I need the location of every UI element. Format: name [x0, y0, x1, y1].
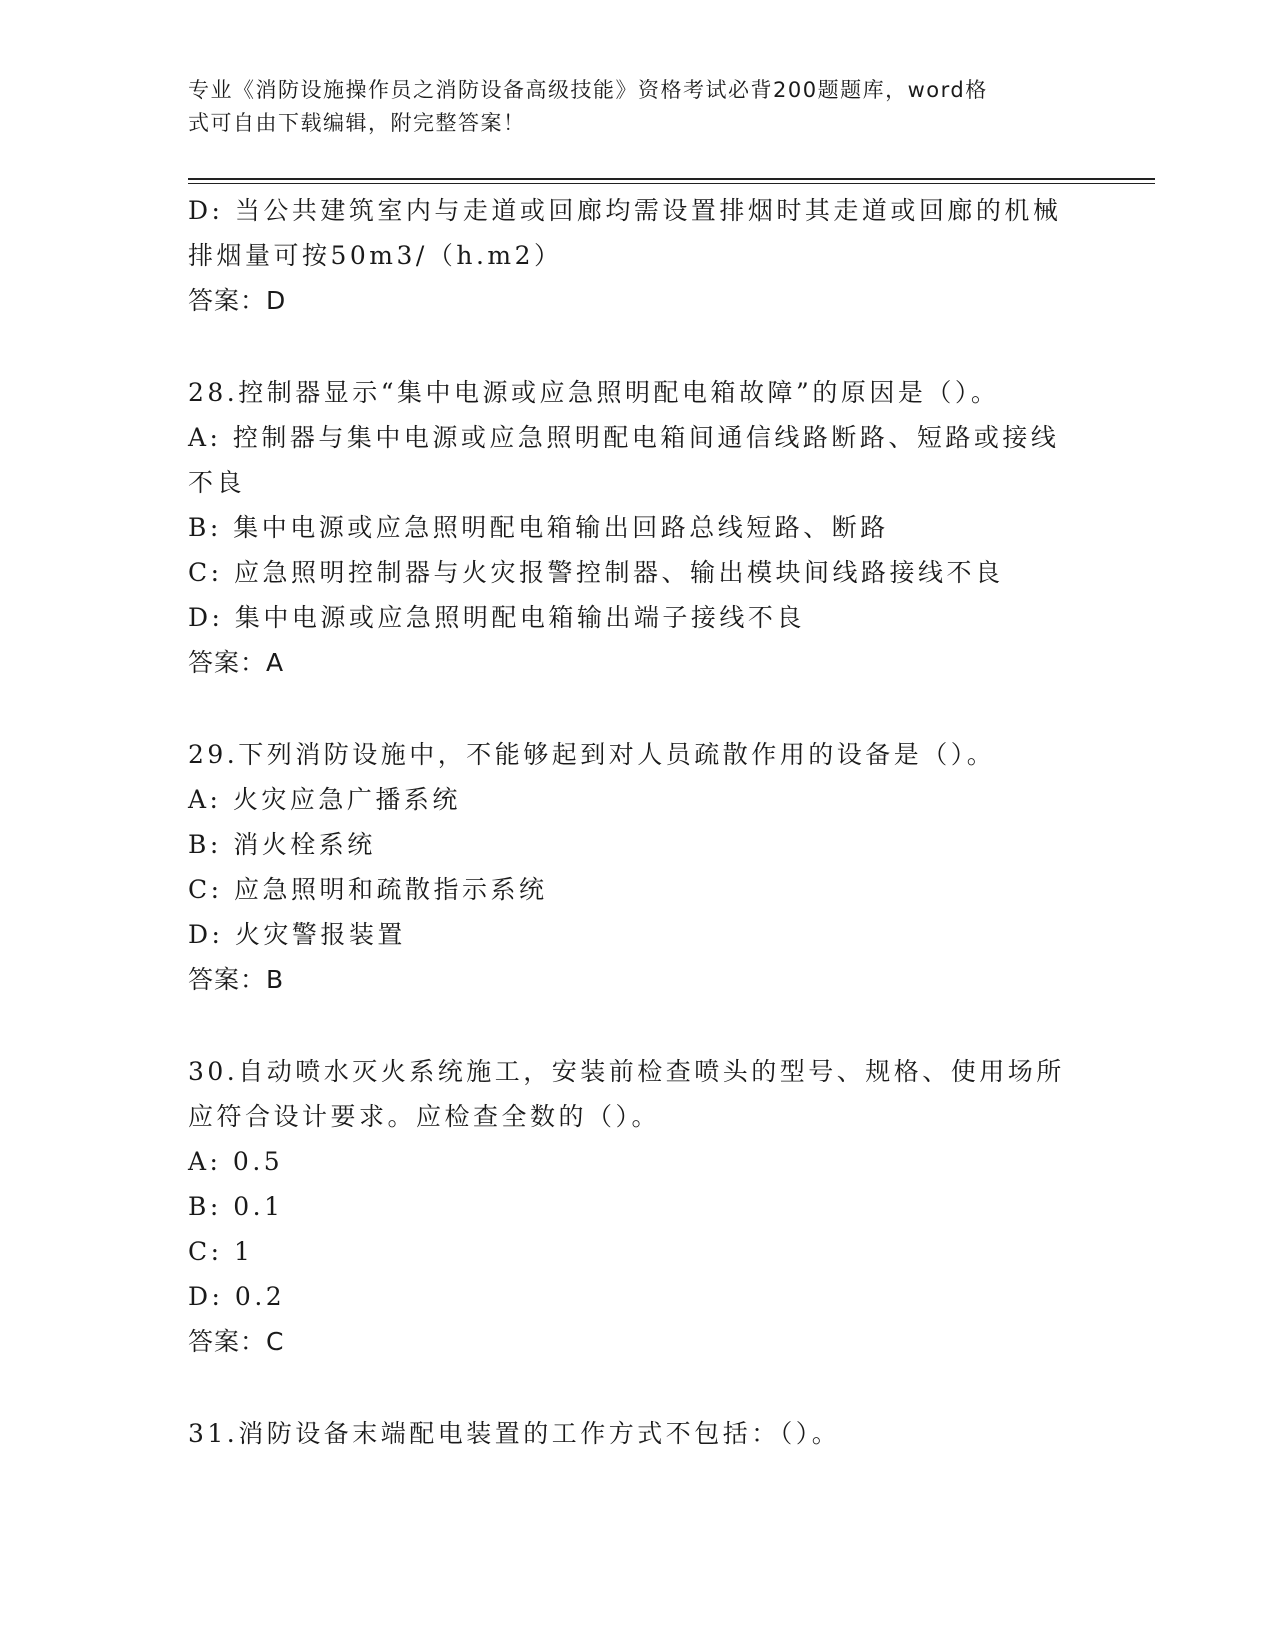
option-c: C: 应急照明控制器与火灾报警控制器、输出模块间线路接线不良	[188, 558, 1004, 587]
option-a-line-2: 不良	[188, 468, 246, 497]
option-b: B: 集中电源或应急照明配电箱输出回路总线短路、断路	[188, 513, 889, 542]
option-d: D: 火灾警报装置	[188, 920, 406, 949]
option-a-line-1: A: 控制器与集中电源或应急照明配电箱间通信线路断路、短路或接线	[188, 423, 1060, 452]
question-stem: 28.控制器显示“集中电源或应急照明配电箱故障”的原因是（）。	[188, 378, 1000, 407]
question-stem-line-1: 30.自动喷水灭火系统施工，安装前检查喷头的型号、规格、使用场所	[188, 1057, 1065, 1086]
document-header	[188, 74, 1068, 140]
header-rule-thin	[188, 183, 1155, 184]
option-b: B: 0.1	[188, 1192, 284, 1221]
option-c: C: 应急照明和疏散指示系统	[188, 875, 548, 904]
question-stem-line-2: 应符合设计要求。应检查全数的（）。	[188, 1102, 661, 1131]
header-line-2: 式可自由下载编辑，附完整答案！	[188, 111, 526, 135]
option-a: A: 火灾应急广播系统	[188, 785, 461, 814]
question-31-block	[188, 1411, 1088, 1456]
option-d: D: 集中电源或应急照明配电箱输出端子接线不良	[188, 603, 805, 632]
answer-label: 答案：B	[188, 965, 285, 994]
question-28-block	[188, 370, 1088, 685]
header-line-1: 专业《消防设施操作员之消防设备高级技能》资格考试必背200题题库，word格	[188, 78, 988, 102]
question-stem: 31.消防设备末端配电装置的工作方式不包括：（）。	[188, 1419, 841, 1448]
prev-question-block	[188, 188, 1088, 323]
question-29-block	[188, 732, 1088, 1002]
option-b: B: 消火栓系统	[188, 830, 376, 859]
question-content	[188, 188, 1088, 1456]
header-rule-thick	[188, 178, 1155, 180]
answer-label: 答案：A	[188, 648, 285, 677]
option-d-line-1: D: 当公共建筑室内与走道或回廊均需设置排烟时其走道或回廊的机械	[188, 196, 1062, 225]
option-d-line-2: 排烟量可按50m3/（h.m2）	[188, 241, 563, 270]
option-d: D: 0.2	[188, 1282, 286, 1311]
option-c: C: 1	[188, 1237, 254, 1266]
question-stem: 29.下列消防设施中，不能够起到对人员疏散作用的设备是（）。	[188, 740, 996, 769]
option-a: A: 0.5	[188, 1147, 284, 1176]
answer-label: 答案：C	[188, 1327, 285, 1356]
question-30-block	[188, 1049, 1088, 1364]
answer-label: 答案：D	[188, 286, 287, 315]
